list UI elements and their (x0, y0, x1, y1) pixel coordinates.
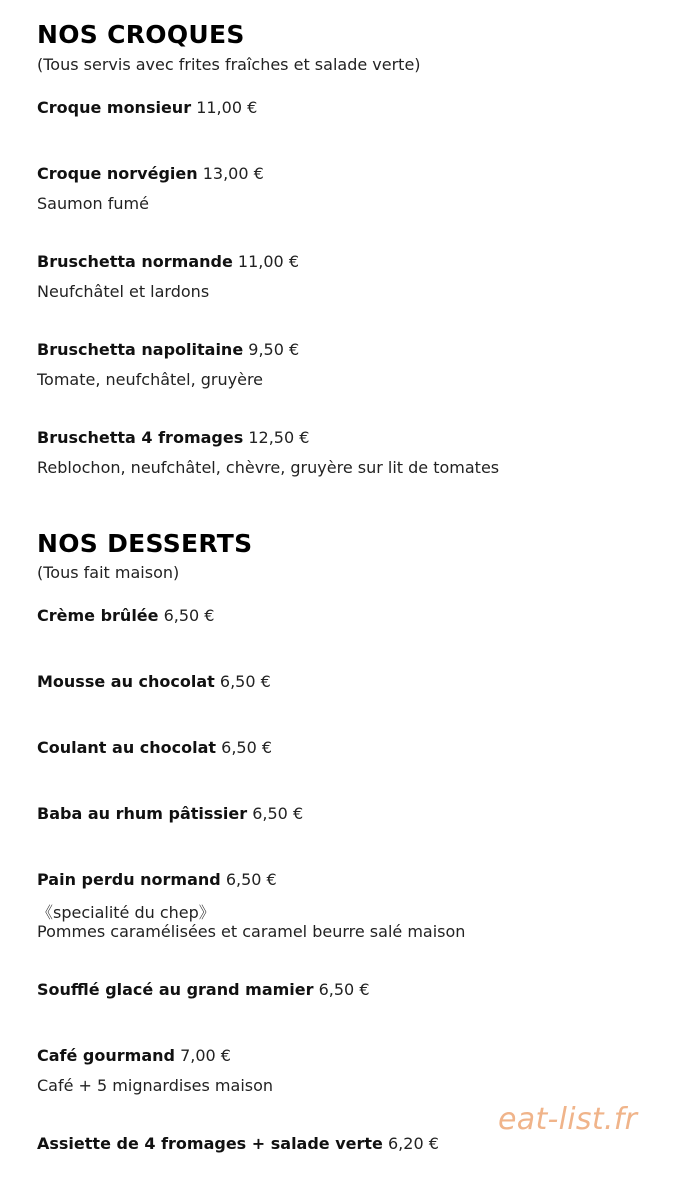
menu-item (37, 980, 370, 999)
item-name: Pain perdu normand (37, 870, 221, 889)
menu-item (37, 1134, 439, 1153)
menu-item (37, 98, 257, 117)
item-name: Coulant au chocolat (37, 738, 217, 757)
item-name: Café gourmand (37, 1046, 175, 1065)
item-description: Café + 5 mignardises maison (37, 1076, 274, 1095)
desserts-section-note: (Tous fait maison) (37, 563, 180, 582)
item-description: Pommes caramélisées et caramel beurre salé maison (37, 922, 466, 941)
item-description: Saumon fumé (37, 194, 149, 213)
item-description: Tomate, neufchâtel, gruyère (37, 370, 264, 389)
item-price: 11,00 € (196, 98, 258, 117)
item-price: 6,50 € (318, 980, 370, 999)
item-description: Reblochon, neufchâtel, chèvre, gruyère sur lit de tomates (37, 458, 500, 477)
menu-item (37, 252, 299, 271)
menu-item (37, 1046, 231, 1065)
item-name: Croque monsieur (37, 98, 192, 117)
menu-item (37, 738, 272, 757)
menu-item (37, 340, 299, 359)
menu-item (37, 804, 303, 823)
item-price: 6,50 € (219, 672, 271, 691)
item-price: 13,00 € (202, 164, 264, 183)
item-name: Assiette de 4 fromages + salade verte (37, 1134, 383, 1153)
menu-item (37, 164, 264, 183)
watermark: eat-list.fr (498, 1102, 638, 1137)
menu-item (37, 672, 271, 691)
item-price: 6,50 € (252, 804, 304, 823)
item-name: Bruschetta 4 fromages (37, 428, 244, 447)
item-name: Mousse au chocolat (37, 672, 215, 691)
menu-item (37, 870, 277, 889)
item-price: 12,50 € (248, 428, 310, 447)
menu-item (37, 428, 309, 447)
menu-item (37, 606, 214, 625)
item-price: 6,50 € (163, 606, 215, 625)
item-name: Bruschetta normande (37, 252, 233, 271)
item-name: Soufflé glacé au grand mamier (37, 980, 314, 999)
item-name: Croque norvégien (37, 164, 198, 183)
item-price: 11,00 € (237, 252, 299, 271)
item-name: Crème brûlée (37, 606, 159, 625)
item-price: 6,20 € (388, 1134, 439, 1153)
item-price: 9,50 € (248, 340, 300, 359)
item-price: 6,50 € (221, 738, 273, 757)
desserts-section-title: NOS DESSERTS (37, 529, 253, 558)
croques-section-title: NOS CROQUES (37, 20, 245, 49)
croques-section-note: (Tous servis avec frites fraîches et salade verte) (37, 55, 421, 74)
item-price: 7,00 € (180, 1046, 231, 1065)
item-name: Bruschetta napolitaine (37, 340, 244, 359)
item-price: 6,50 € (225, 870, 277, 889)
item-description: Neufchâtel et lardons (37, 282, 210, 301)
item-name: Baba au rhum pâtissier (37, 804, 248, 823)
item-specialty-note: 《specialité du chep》 (37, 903, 215, 922)
